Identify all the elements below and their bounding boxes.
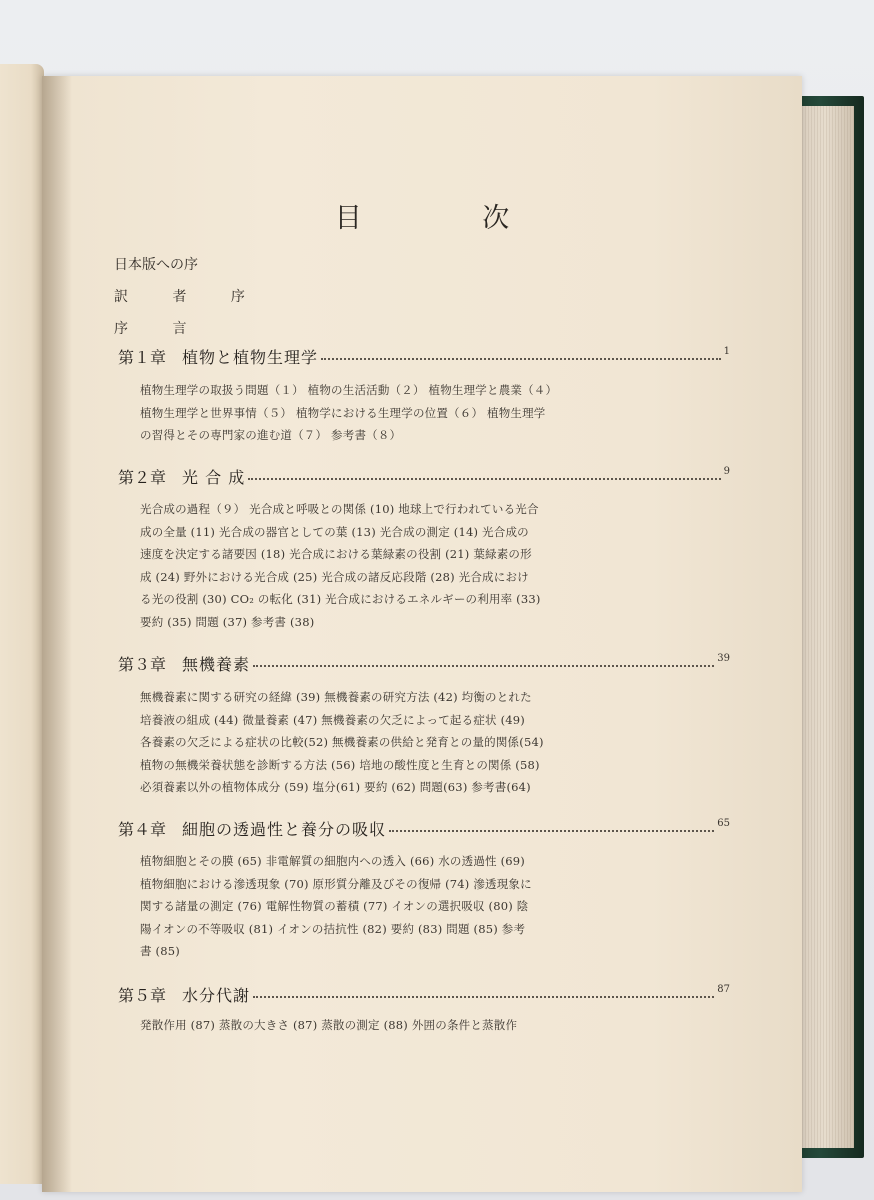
toc-title: 目 次	[334, 203, 566, 234]
subsection-line: 無機養素に関する研究の経緯 (39) 無機養素の研究方法 (42) 均衡のとれた	[140, 690, 532, 704]
chapter-2-subsections	[140, 498, 670, 633]
dot-leader	[321, 357, 721, 360]
subsection-line: 陽イオンの不等吸収 (81) イオンの拮抗性 (82) 要約 (83) 問題 (85) 参考	[140, 921, 526, 936]
dot-leader	[389, 829, 714, 832]
chapter-page-number: 9	[723, 466, 730, 477]
chapter-1-subsections	[140, 379, 670, 447]
subsection-line: の習得とその専門家の進む道（７） 参考書（８）	[140, 428, 402, 442]
chapter-label: 第２章	[118, 467, 167, 487]
chapter-5-heading	[118, 982, 730, 1006]
chapter-label: 第４章	[118, 819, 167, 839]
subsection-line: 成 (24) 野外における光合成 (25) 光合成の諸反応段階 (28) 光合成におけ	[140, 569, 529, 584]
chapter-label: 第１章	[118, 347, 167, 367]
chapter-page-number: 39	[717, 653, 730, 664]
dot-leader	[253, 664, 714, 667]
subsection-line: 発散作用 (87) 蒸散の大きさ (87) 蒸散の測定 (88) 外囲の条件と蒸散作	[140, 1018, 518, 1032]
subsection-line: 培養液の組成 (44) 微量養素 (47) 無機養素の欠乏によって起る症状 (49)	[140, 712, 525, 727]
chapter-2-heading	[118, 464, 730, 488]
chapter-5-subsections	[140, 1014, 670, 1037]
chapter-title: 無機養素	[182, 654, 251, 674]
subsection-line: 光合成の過程（９） 光合成と呼吸との関係 (10) 地球上で行われている光合	[140, 502, 539, 516]
front-matter-translator-preface: 訳 者 序	[114, 289, 265, 305]
subsection-line: 各養素の欠乏による症状の比較(52) 無機養素の供給と発育との量的関係(54)	[140, 735, 544, 749]
chapter-page-number: 1	[723, 346, 730, 357]
book-page	[42, 76, 802, 1192]
front-matter-japanese-preface: 日本版への序	[114, 257, 198, 273]
subsection-line: 必須養素以外の植物体成分 (59) 塩分(61) 要約 (62) 問題(63) 参考書(64)	[140, 780, 531, 794]
chapter-4-subsections	[140, 850, 670, 963]
dot-leader	[248, 477, 720, 480]
subsection-line: る光の役割 (30) CO₂ の転化 (31) 光合成におけるエネルギーの利用率 (33)	[140, 592, 541, 606]
subsection-line: 植物生理学の取扱う問題（１） 植物の生活活動（２） 植物生理学と農業（４）	[140, 383, 558, 397]
chapter-4-heading	[118, 816, 730, 840]
dot-leader	[253, 995, 714, 998]
subsection-line: 書 (85)	[140, 944, 180, 958]
subsection-line: 関する諸量の測定 (76) 電解性物質の蓄積 (77) イオンの選択吸収 (80) 陰	[140, 899, 529, 913]
page-stack-edge	[796, 106, 854, 1148]
chapter-title: 水分代謝	[182, 985, 251, 1005]
chapter-page-number: 65	[717, 818, 730, 829]
chapter-page-number: 87	[717, 984, 730, 995]
subsection-line: 植物の無機栄養状態を診断する方法 (56) 培地の酸性度と生育との関係 (58)	[140, 757, 540, 772]
chapter-label: 第３章	[118, 654, 167, 674]
chapter-3-heading	[118, 651, 730, 675]
subsection-line: 植物細胞とその膜 (65) 非電解質の細胞内への透入 (66) 水の透過性 (69)	[140, 854, 525, 868]
subsection-line: 植物生理学と世界事情（５） 植物学における生理学の位置（６） 植物生理学	[140, 405, 546, 420]
chapter-title: 細胞の透過性と養分の吸収	[182, 819, 387, 839]
chapter-label: 第５章	[118, 985, 167, 1005]
subsection-line: 植物細胞における滲透現象 (70) 原形質分離及びその復帰 (74) 滲透現象に	[140, 876, 532, 891]
subsection-line: 成の全量 (11) 光合成の器官としての葉 (13) 光合成の測定 (14) 光合成の	[140, 524, 529, 539]
subsection-line: 要約 (35) 問題 (37) 参考書 (38)	[140, 614, 315, 629]
chapter-title: 植物と植物生理学	[182, 347, 319, 367]
chapter-1-heading	[118, 344, 730, 368]
subsection-line: 速度を決定する諸要因 (18) 光合成における葉緑素の役割 (21) 葉緑素の形	[140, 547, 532, 561]
chapter-3-subsections	[140, 686, 670, 799]
chapter-title: 光 合 成	[182, 467, 246, 487]
left-page-edge	[0, 64, 44, 1184]
front-matter-preface: 序 言	[114, 321, 207, 337]
page-gutter-shadow	[42, 76, 72, 1192]
